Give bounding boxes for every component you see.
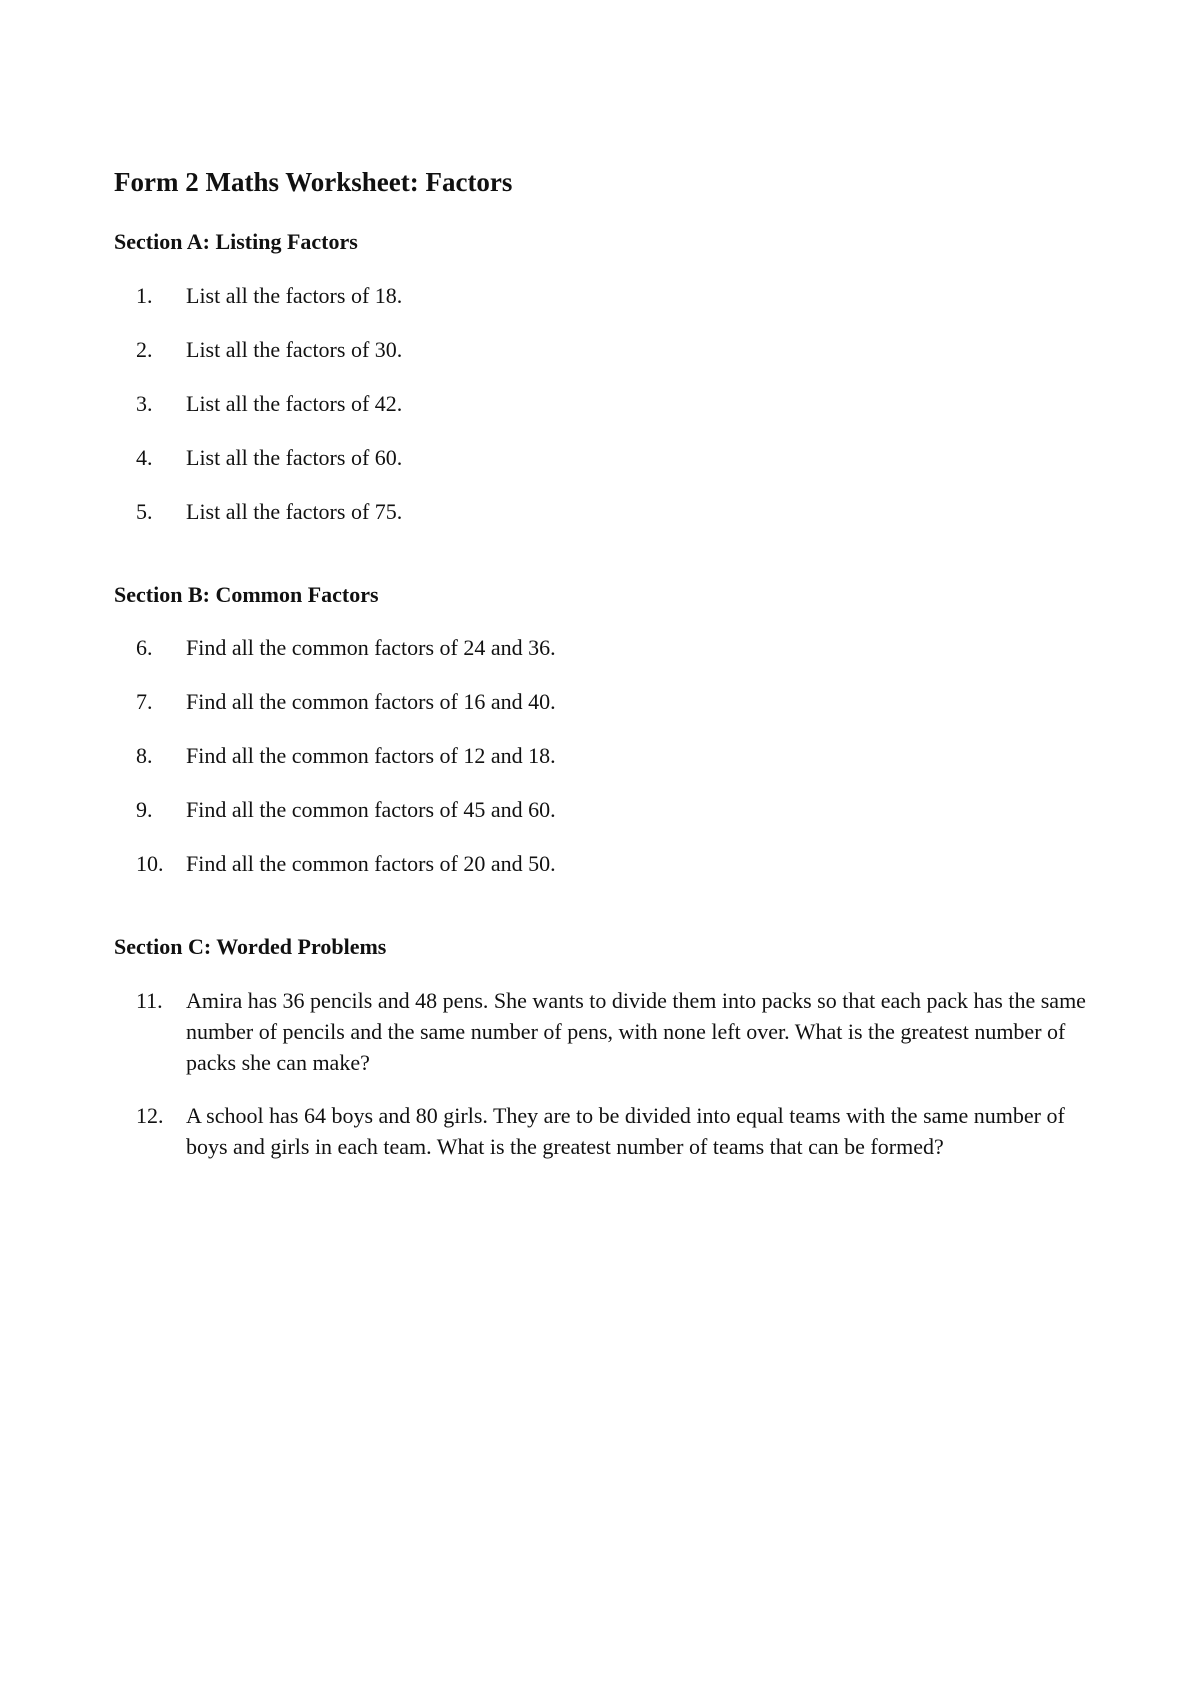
question-text: Find all the common factors of 12 and 18.: [186, 743, 556, 769]
question-item: [114, 1100, 1090, 1162]
question-text: Amira has 36 pencils and 48 pens. She wants to divide them into packs so that each pack has the same number of pencils and the same number of pens, with none left over. What is the greatest number of packs she can make?: [186, 987, 1086, 1075]
page-title: Form 2 Maths Worksheet: Factors: [114, 167, 513, 197]
question-text: List all the factors of 30.: [186, 336, 403, 362]
question-number: 5.: [136, 498, 153, 524]
question-item: [114, 985, 1090, 1078]
question-number: 11.: [136, 987, 163, 1013]
question-number: 12.: [136, 1102, 164, 1128]
question-item: [114, 740, 1090, 771]
question-item: [114, 686, 1090, 717]
section-c-questions: [114, 985, 1090, 1162]
section-b-questions: [114, 632, 1090, 879]
section-a-heading: Section A: Listing Factors: [114, 229, 358, 255]
question-text: List all the factors of 42.: [186, 390, 403, 416]
section-b-heading: Section B: Common Factors: [114, 581, 379, 607]
question-text: A school has 64 boys and 80 girls. They are to be divided into equal teams with the same number of boys and girls in each team. What is the greatest number of teams that can be formed?: [186, 1102, 1065, 1159]
question-text: List all the factors of 60.: [186, 444, 403, 470]
question-number: 2.: [136, 336, 153, 362]
section-a-questions: [114, 280, 1090, 527]
question-text: Find all the common factors of 45 and 60.: [186, 797, 556, 823]
question-item: [114, 442, 1090, 473]
question-number: 9.: [136, 797, 153, 823]
section-c-heading: Section C: Worded Problems: [114, 934, 387, 960]
question-item: [114, 794, 1090, 825]
question-item: [114, 632, 1090, 663]
question-item: [114, 388, 1090, 419]
question-number: 4.: [136, 444, 153, 470]
question-text: List all the factors of 18.: [186, 282, 403, 308]
question-text: Find all the common factors of 16 and 40.: [186, 689, 556, 715]
question-number: 6.: [136, 635, 153, 661]
question-text: Find all the common factors of 20 and 50.: [186, 851, 556, 877]
question-number: 8.: [136, 743, 153, 769]
question-number: 7.: [136, 689, 153, 715]
question-item: [114, 334, 1090, 365]
question-number: 1.: [136, 282, 153, 308]
question-item: [114, 280, 1090, 311]
question-item: [114, 496, 1090, 527]
question-item: [114, 848, 1090, 879]
question-number: 10.: [136, 851, 164, 877]
question-text: Find all the common factors of 24 and 36.: [186, 635, 556, 661]
question-text: List all the factors of 75.: [186, 498, 403, 524]
question-number: 3.: [136, 390, 153, 416]
